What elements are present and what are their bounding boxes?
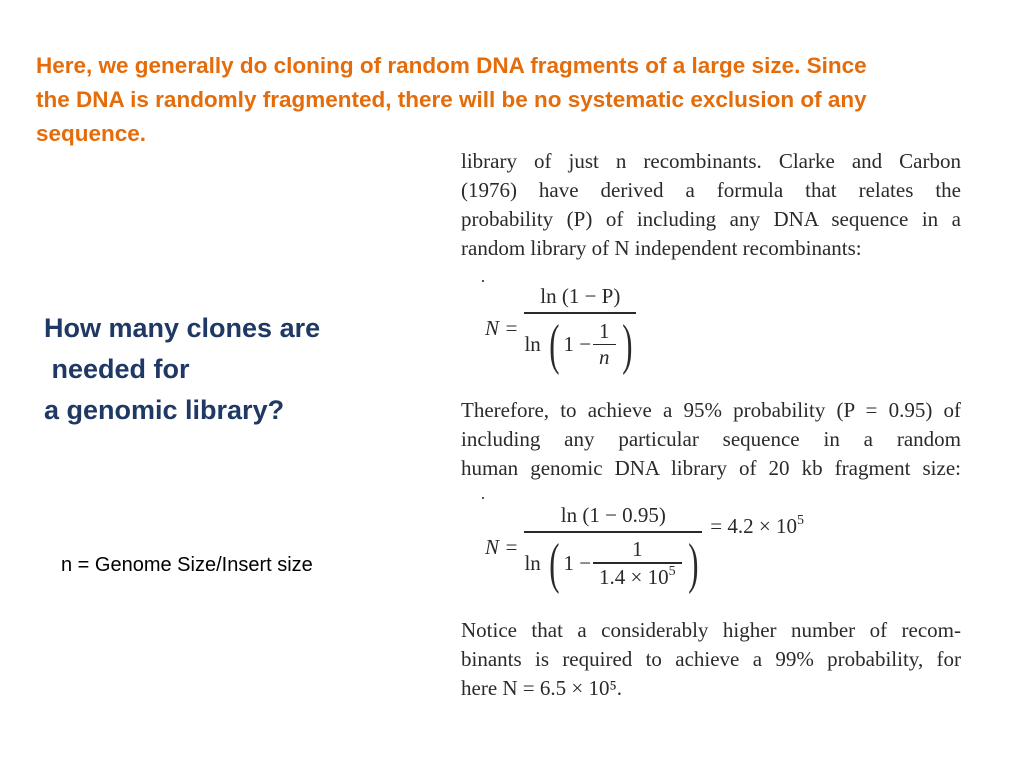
formula-lhs: N = (485, 534, 519, 559)
clarke-carbon-formula (485, 284, 636, 376)
textbook-paragraph-1 (461, 147, 961, 263)
intro-text (36, 49, 976, 151)
inner-fraction (593, 537, 682, 589)
den-ln: ln (524, 551, 541, 575)
right-paren: ) (621, 313, 632, 376)
formula-result: = $4.2 \times 10^5$ (710, 513, 804, 539)
left-paren: ( (548, 313, 560, 376)
text-line: Therefore, to achieve a 95% probability (P = 0.95) of (461, 398, 961, 422)
text-line: including any particular sequence in a random (461, 427, 961, 451)
text-line: Notice that a considerably higher number of recom- (461, 618, 961, 642)
text-line: probability (P) of including any DNA sequence in a (461, 207, 961, 231)
question-line: a genomic library? (44, 395, 285, 425)
bullet-dot (482, 280, 484, 282)
inner-denominator: $1.4 \times 10^5$ (599, 563, 676, 589)
den-ln: ln (524, 332, 541, 356)
text-line: (1976) have derived a formula that relates the (461, 178, 961, 202)
formula-fraction (524, 284, 636, 376)
question-line: needed for (44, 354, 190, 384)
right-paren: ) (687, 532, 699, 595)
textbook-paragraph-2 (461, 396, 961, 483)
left-paren: ( (548, 532, 560, 595)
inner-fraction (593, 319, 616, 370)
text-line: library of just n recombinants. Clarke and Carbon (461, 149, 961, 173)
formula-numerator: ln (1 − 0.95) (560, 503, 666, 527)
formula-numerator: ln (1 − P) (540, 284, 621, 308)
intro-line: the DNA is randomly fragmented, there will be no systematic exclusion of any (36, 87, 867, 112)
inner-denominator: n (599, 345, 610, 370)
den-one-minus: 1 − (563, 332, 592, 356)
intro-line: Here, we generally do cloning of random DNA fragments of a large size. Since (36, 53, 867, 78)
inner-numerator: 1 (599, 318, 610, 343)
bullet-dot (482, 497, 484, 499)
genome-size-note: n = Genome Size/Insert size (61, 554, 313, 576)
formula-lhs: N = (485, 315, 519, 340)
probability-95-formula (485, 503, 804, 595)
formula-denominator (524, 532, 702, 595)
den-one-minus: 1 − (563, 551, 592, 575)
inner-numerator: 1 (632, 537, 643, 562)
formula-denominator (524, 313, 636, 376)
text-line: random library of N independent recombinants: (461, 236, 862, 260)
textbook-paragraph-3 (461, 616, 961, 703)
text-line: human genomic DNA library of 20 kb fragment size: (461, 456, 961, 480)
intro-line: sequence. (36, 121, 147, 146)
text-line: binants is required to achieve a 99% probability, for (461, 647, 961, 671)
question-heading (44, 308, 374, 431)
question-line: How many clones are (44, 313, 321, 343)
formula-fraction (524, 503, 702, 595)
text-line: here N = 6.5 × 10⁵. (461, 676, 623, 700)
